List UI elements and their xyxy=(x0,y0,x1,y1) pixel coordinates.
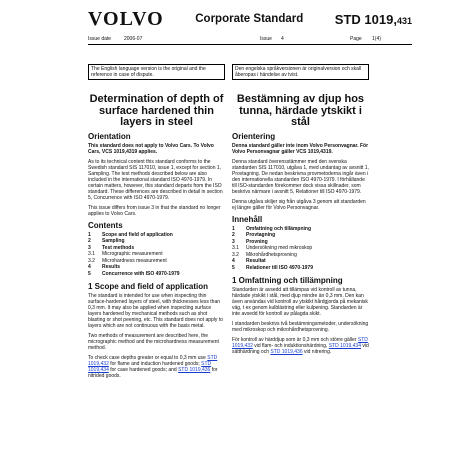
scope-text-sv-3: För kontroll av härddjup som är 0,3 mm och större gäller STD 1019,432 vid flam- och induktionshärdning, STD 1019,434 vid sätthärdning och STD 1019,436 vid nitrering. xyxy=(232,336,369,355)
std-1019-432-link[interactable]: STD 1019,432 xyxy=(88,354,218,367)
std-1019-436-link[interactable]: STD 1019,436 xyxy=(178,366,211,373)
contents-heading-sv: Innehåll xyxy=(232,214,263,224)
orientation-note-en: This standard does not apply to Volvo Cars. To Volvo Cars, VCS 1019,4319 applies. xyxy=(88,142,214,155)
toc-item: 5 Relationer till ISO 4970-1979 xyxy=(232,265,313,272)
toc-item: 3.2 Microhardness measurement xyxy=(88,257,167,264)
title-sv: Bestämning av djup hos tunna, härdade ytskikt i stål xyxy=(236,93,365,128)
issue-date-label: Issue date xyxy=(88,36,112,42)
toc-item: 4 Results xyxy=(88,264,121,271)
orientation-text-sv-2: Denna utgåva skiljer sig från utgåva 3 genom att standarden ej längre gäller för Volvo Personvagnar. xyxy=(232,198,366,211)
std-1019-436-link[interactable]: STD 1019,436 xyxy=(270,348,303,355)
scope-heading-sv: 1 Omfattning och tillämpning xyxy=(232,275,343,285)
scope-heading-en: 1 Scope and field of application xyxy=(88,281,209,291)
page-label: Page xyxy=(350,36,362,42)
scope-text-en-2: Two methods of measurement are described here, the micrographic method and the microhardness measurement method. xyxy=(88,332,219,351)
toc-item: 3.1 Micrographic measurement xyxy=(88,251,163,258)
orientation-note-sv: Denna standard gäller inte inom Volvo Personvagnar. För Volvo Personvagnar gäller VCS 1019,4319. xyxy=(232,142,369,155)
toc-item: 1 Omfattning och tillämpning xyxy=(232,225,311,232)
orientation-heading-en: Orientation xyxy=(88,131,131,141)
toc-item: 2 Sampling xyxy=(88,238,125,245)
orientation-text-sv: Denna standard överensstämmer med den svenska standarden SIS 117010, utgåva 1, med undantag av avsnitt 1, Provtagning. De nedan beskrivna provmetoderna ingår även i den internationella standarden ISO 4970-1979. I förhållande till ISO-standarden förekommer dock vissa skillnader, som beskrivs närmare i avsnitt 5, Relationer till ISO 4970-1979. xyxy=(232,158,369,195)
issue-label: Issue xyxy=(260,36,272,42)
toc-item: 3 Test methods xyxy=(88,244,135,251)
scope-text-sv: Standarden är avsedd att tillämpas vid kontroll av tunna, härdade ytskikt i stål, med djup mindre än 0,3 mm. Den kan även användas vid kontroll av ytskikt hårdgjorda på mekanisk väg, t ex genom kulblästring eller kulpening. Standarden är inte avsedd för kontroll av pålagda skikt. xyxy=(232,286,368,317)
std-1019-432-link[interactable]: STD 1019,432 xyxy=(232,336,368,349)
toc-item: 2 Provtagning xyxy=(232,232,276,239)
scope-text-en-3: To check case depths greater or equal to 0,3 mm use STD 1019,432 for flame and induction hardened goods; STD 1019,434 for case hardened goods; and STD 1019,436 for nitrided goods. xyxy=(88,354,218,379)
std-1019-434-link[interactable]: STD 1019,434 xyxy=(328,342,361,349)
document-type: Corporate Standard xyxy=(195,13,304,25)
orientation-text-en-2: This issue differs from issue 3 in that the standard no longer applies to Volvo Cars. xyxy=(88,204,221,217)
toc-item: 4 Resultat xyxy=(232,258,266,265)
contents-list-sv xyxy=(232,226,369,272)
toc-item: 3.1 Undersökning med mikroskop xyxy=(232,245,313,252)
notice-sv: Den engelska språkversionen är originalversion och skall åberopas i händelse av tvist. xyxy=(232,64,369,80)
orientation-text-en: As to its technical content this standard conforms to the Swedish standard SIS 117010, issue 1, except for section 1, Sampling. The test methods described below are also included in the international standard ISO 4970-1979. In certain matters, however, this standard departs from the ISO standard. These differences are described in detail in section 5, Concurrence with ISO 4970-1979. xyxy=(88,158,223,201)
header xyxy=(88,8,412,30)
contents-heading-en: Contents xyxy=(88,220,123,230)
notice-en: The English language version is the original and the reference in case of dispute. xyxy=(88,64,225,80)
std-1019-434-link[interactable]: STD 1019,434 xyxy=(88,360,212,373)
scope-text-sv-2: I standarden beskrivs två bestämningsmetoder, undersökning med mikroskop och mikrohårdhetsprovning. xyxy=(232,320,369,333)
toc-item: 1 Scope and field of application xyxy=(88,231,173,238)
volvo-logo: VOLVO xyxy=(88,7,164,30)
contents-list-en xyxy=(88,232,225,278)
scope-text-en: The standard is intended for use when inspecting thin surface-hardened layers of steel, with thicknesses less than 0,3 mm. It may also be applied when inspecting surface layers hardened by mechanical methods such as shot blasting or shot peening, etc. This standard does not apply to layers which are not continuous with the basis metal. xyxy=(88,292,223,329)
title-en: Determination of depth of surface hardened thin layers in steel xyxy=(89,93,224,128)
english-column xyxy=(88,94,225,383)
page-number: 1(4) xyxy=(372,36,381,42)
toc-item: 5 Concurrence with ISO 4970-1979 xyxy=(88,271,180,278)
toc-item: 3 Provning xyxy=(232,238,268,245)
issue-number: 4 xyxy=(281,36,284,42)
issue-date: 2006-07 xyxy=(124,36,143,42)
standard-number: STD 1019,431 xyxy=(334,11,412,27)
issue-meta-row xyxy=(88,34,412,45)
orientation-heading-sv: Orientering xyxy=(232,131,276,141)
toc-item: 3.2 Mikrohårdhetsprovning xyxy=(232,251,297,258)
swedish-column xyxy=(232,94,369,359)
